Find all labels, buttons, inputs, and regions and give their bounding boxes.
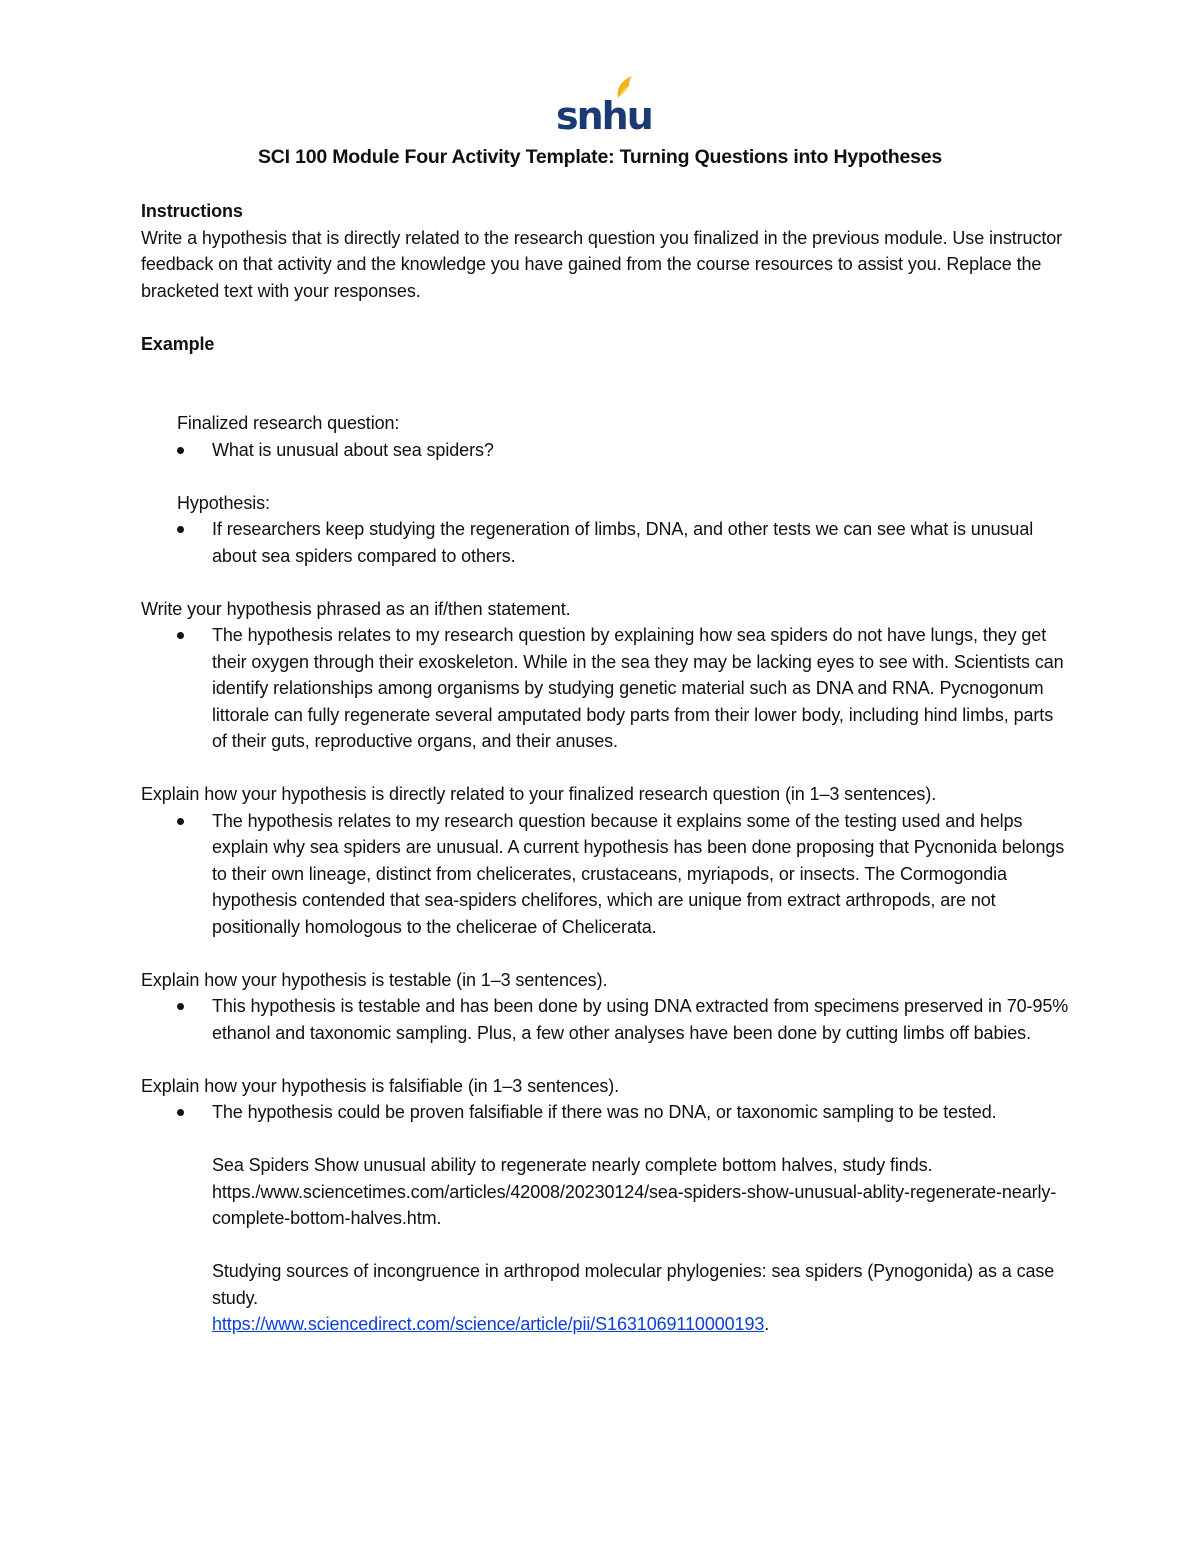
example-question-label: Finalized research question: <box>177 413 400 433</box>
example-hypothesis-list <box>177 516 1071 569</box>
instructions-body: Write a hypothesis that is directly related to the research question you finalized in the previous module. Use instructor feedback on that activity and the knowledge you have gained from the course resources to assist you. Replace the bracketed text with your responses. <box>141 227 1063 301</box>
document-body <box>141 198 1071 1338</box>
reference-1 <box>212 1152 1071 1232</box>
snhu-logo <box>556 74 652 138</box>
section-prompt-falsifiable: Explain how your hypothesis is falsifiable (in 1–3 sentences). <box>141 1075 620 1096</box>
list-item: The hypothesis relates to my research question because it explains some of the testing used and helps explain why sea spiders are unusual. A current hypothesis has been done proposing that Pycnonida belongs to their own lineage, distinct from chelicerates, crustaceans, myriapods, or insects. The Cormogondia hypothesis contended that sea-spiders chelifores, which are unique from extract arthropods, are not positionally homologous to the chelicerae of Chelicerata. <box>141 808 1071 941</box>
reference-title: Studying sources of incongruence in arthropod molecular phylogenies: sea spiders (Pynogonida) as a case study. <box>212 1261 1055 1308</box>
reference-suffix: . <box>764 1314 770 1334</box>
reference-link[interactable]: https://www.sciencedirect.com/science/article/pii/S1631069110000193 <box>212 1314 765 1334</box>
example-heading: Example <box>141 333 215 354</box>
reference-url: https./www.sciencetimes.com/articles/42008/20230124/sea-spiders-show-unusual-ablity-regenerate-nearly-complete-bottom-halves.htm. <box>212 1181 1057 1228</box>
reference-title: Sea Spiders Show unusual ability to regenerate nearly complete bottom halves, study finds. <box>212 1155 933 1175</box>
reference-2 <box>212 1258 1071 1338</box>
section-prompt-testable: Explain how your hypothesis is testable (in 1–3 sentences). <box>141 969 608 990</box>
section-prompt-related: Explain how your hypothesis is directly related to your finalized research question (in 1–3 sentences). <box>141 784 937 804</box>
example-question-list <box>177 437 1071 464</box>
section-answer-list <box>141 993 1071 1046</box>
section-answer-list <box>141 1099 1071 1126</box>
section-answer-list <box>141 808 1071 941</box>
section-answer-list <box>141 622 1071 755</box>
list-item: If researchers keep studying the regeneration of limbs, DNA, and other tests we can see what is unusual about sea spiders compared to others. <box>177 516 1071 569</box>
flame-icon <box>556 74 652 138</box>
list-item: The hypothesis could be proven falsifiable if there was no DNA, or taxonomic sampling to be tested. <box>141 1099 1071 1126</box>
reference-url-line <box>212 1311 1071 1338</box>
page-title: SCI 100 Module Four Activity Template: Turning Questions into Hypotheses <box>257 146 943 168</box>
section-prompt-ifthen: Write your hypothesis phrased as an if/then statement. <box>141 598 571 619</box>
logo-wordmark: snhu <box>556 94 652 138</box>
list-item: What is unusual about sea spiders? <box>177 437 1071 464</box>
list-item: This hypothesis is testable and has been done by using DNA extracted from specimens preserved in 70-95% ethanol and taxonomic sampling. Plus, a few other analyses have been done by cutting limbs off babies. <box>141 993 1071 1046</box>
instructions-heading: Instructions <box>141 201 243 221</box>
list-item: The hypothesis relates to my research question by explaining how sea spiders do not have lungs, they get their oxygen through their exoskeleton. While in the sea they may be lacking eyes to see with. Scientists can identify relationships among organisms by studying genetic material such as DNA and RNA. Pycnogonum littorale can fully regenerate several amputated body parts from their lower body, including hind limbs, parts of their guts, reproductive organs, and their anuses. <box>141 622 1071 755</box>
example-hypothesis-label: Hypothesis: <box>177 492 270 513</box>
